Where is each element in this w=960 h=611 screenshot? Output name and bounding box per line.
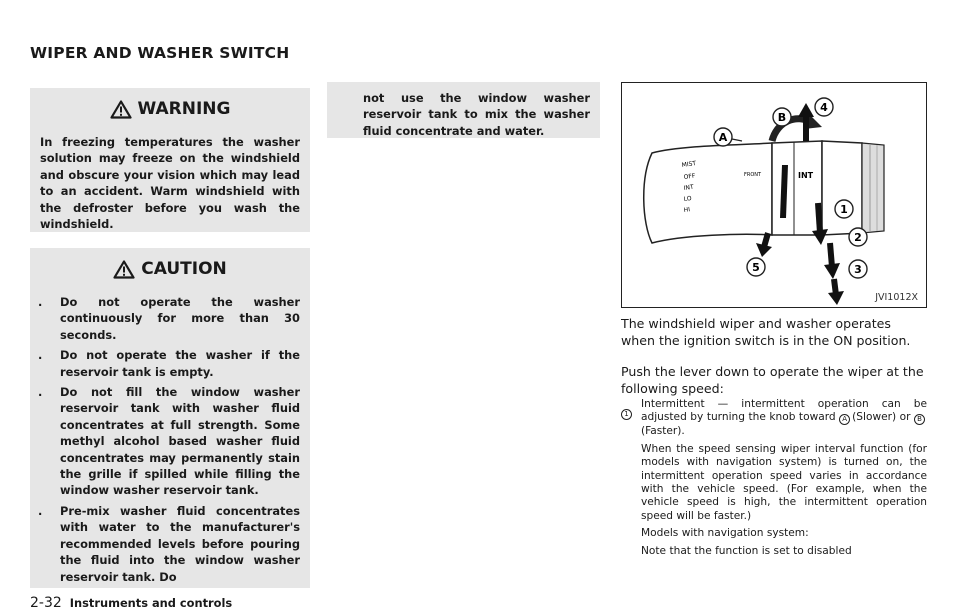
item-paragraph: Note that the function is set to disabled bbox=[641, 544, 852, 557]
item-content bbox=[641, 398, 927, 562]
warning-box bbox=[30, 88, 310, 232]
svg-text:1: 1 bbox=[840, 203, 848, 216]
caution-list bbox=[30, 286, 310, 585]
page-footer bbox=[30, 595, 232, 611]
callout-2 bbox=[849, 228, 867, 246]
circled-letter-icon: B bbox=[914, 414, 925, 425]
item-paragraph: When the speed sensing wiper interval function (for models with navigation system) is turned on, the intermittent operation speed varies in accordance with the vehicle speed. (For example, when the vehicle speed is high, the intermittent operation speed will be faster.) bbox=[641, 442, 927, 522]
footer-title: Instruments and controls bbox=[69, 596, 233, 610]
lever-label-off: OFF bbox=[683, 172, 696, 181]
list-item bbox=[621, 398, 927, 562]
callout-a bbox=[714, 128, 742, 146]
caution-icon bbox=[113, 260, 135, 279]
callout-5 bbox=[747, 258, 765, 276]
page-number: 2-32 bbox=[30, 595, 62, 611]
lever-label-mist: MIST bbox=[681, 160, 697, 169]
svg-text:2: 2 bbox=[854, 231, 862, 244]
caution-continued-text: not use the window washer reservoir tank to mix the washer fluid concentrate and water. bbox=[363, 91, 590, 138]
caution-title: CAUTION bbox=[141, 259, 227, 279]
section-title: WIPER AND WASHER SWITCH bbox=[30, 44, 290, 62]
warning-icon bbox=[110, 100, 132, 119]
figure-id: JVI1012X bbox=[875, 292, 918, 303]
svg-text:5: 5 bbox=[752, 261, 760, 274]
body-paragraph-2: Push the lever down to operate the wiper at the following speed: bbox=[621, 364, 924, 396]
knob-label-front: FRONT bbox=[744, 172, 762, 178]
wiper-lever-figure bbox=[621, 82, 927, 308]
item-paragraph: Models with navigation system: bbox=[641, 527, 809, 540]
list-item: . Do not fill the window washer reservoir tank with washer fluid concentrates at full strength. Some methyl alcohol based washer fluid concentrates may permanently stain the grille if spilled while filling the window washer reservoir tank. bbox=[38, 385, 300, 498]
caution-header bbox=[30, 252, 310, 286]
svg-text:4: 4 bbox=[820, 101, 828, 114]
item-number bbox=[621, 398, 641, 562]
circled-letter-icon: A bbox=[839, 414, 850, 425]
wiper-lever-illustration bbox=[622, 83, 926, 307]
callout-b bbox=[773, 108, 791, 126]
svg-text:A: A bbox=[718, 131, 728, 144]
callout-4 bbox=[815, 98, 833, 116]
svg-text:B: B bbox=[777, 111, 787, 124]
speed-list bbox=[621, 398, 927, 562]
lever-label-int: INT bbox=[683, 183, 695, 192]
knob-label-int: INT bbox=[798, 171, 814, 180]
list-item: . Do not operate the washer if the reservoir tank is empty. bbox=[38, 348, 300, 379]
lever-label-lo: LO bbox=[683, 194, 693, 203]
circled-number-icon: 1 bbox=[621, 409, 632, 420]
list-item: . Pre-mix washer fluid concentrates with water to the manufacturer's recommended levels before pouring the fluid into the window washer reservoir tank. Do bbox=[38, 503, 300, 584]
svg-text:3: 3 bbox=[854, 263, 862, 276]
warning-text: In freezing temperatures the washer solution may freeze on the windshield and obscure your vision which may lead to an accident. Warm windshield with the defroster before you wash the windshield. bbox=[40, 135, 300, 232]
item-paragraph: Intermittent — intermittent operation can be adjusted by turning the knob toward A (Slower) or B(Faster). bbox=[641, 398, 927, 438]
warning-title: WARNING bbox=[137, 99, 231, 119]
lever-label-hi: HI bbox=[683, 206, 691, 214]
callout-1 bbox=[835, 200, 853, 218]
list-item: . Do not operate the washer continuously for more than 30 seconds. bbox=[38, 295, 300, 342]
callout-3 bbox=[849, 260, 867, 278]
caution-continued-box bbox=[327, 82, 600, 138]
body-paragraph-1: The windshield wiper and washer operates when the ignition switch is in the ON position. bbox=[621, 316, 911, 348]
warning-header bbox=[30, 92, 310, 126]
caution-box bbox=[30, 248, 310, 588]
